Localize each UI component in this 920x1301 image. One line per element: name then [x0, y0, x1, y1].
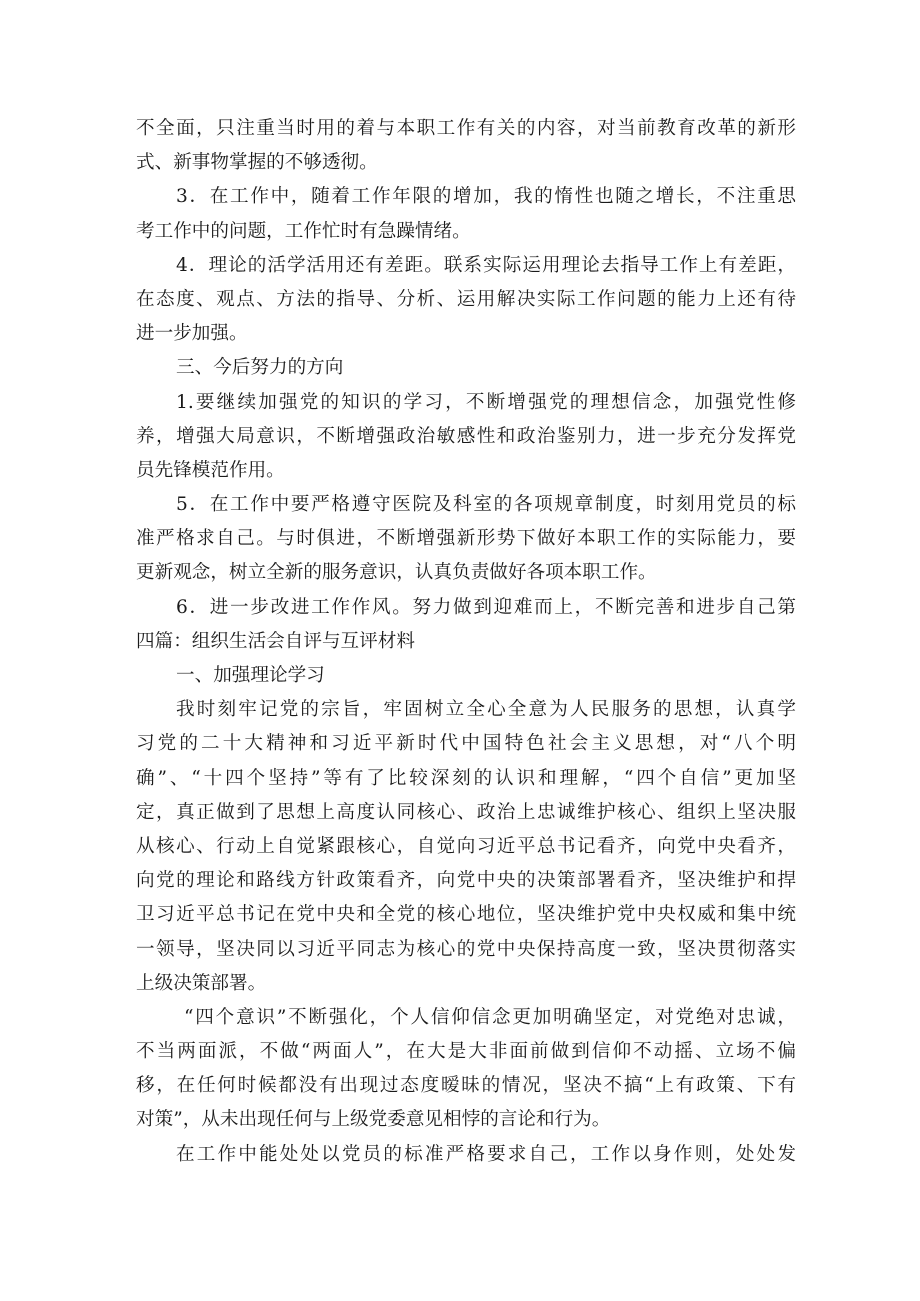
text-line: 我时刻牢记党的宗旨，牢固树立全心全意为人民服务的思想，认真学 — [176, 699, 796, 721]
text-line: 对策”，从未出现任何与上级党委意见相悖的言论和行为。 — [136, 1109, 611, 1131]
text-line: 员先锋模范作用。 — [136, 459, 285, 481]
text-line: 更新观念，树立全新的服务意识，认真负责做好各项本职工作。 — [136, 562, 657, 584]
text-line: 准严格求自己。与时俱进，不断增强新形势下做好本职工作的实际能力，要 — [136, 528, 796, 550]
text-line: 确”、“十四个坚持”等有了比较深刻的认识和理解，“四个自信”更加坚 — [136, 767, 796, 789]
text-line: 四篇：组织生活会自评与互评材料 — [136, 630, 415, 652]
document-body — [136, 112, 796, 1172]
text-line: 3．在工作中，随着工作年限的增加，我的惰性也随之增长，不注重思 — [176, 186, 796, 208]
text-line: 从核心、行动上自觉紧跟核心，自觉向习近平总书记看齐，向党中央看齐， — [136, 835, 796, 857]
text-line: 上级决策部署。 — [136, 972, 267, 994]
text-line: 一领导，坚决同以习近平同志为核心的党中央保持高度一致，坚决贯彻落实 — [136, 938, 796, 960]
text-line: 式、新事物掌握的不够透彻。 — [136, 152, 378, 174]
text-line: 不当两面派，不做“两面人”，在大是大非面前做到信仰不动摇、立场不偏 — [136, 1041, 796, 1063]
text-line: 不全面，只注重当时用的着与本职工作有关的内容，对当前教育改革的新形 — [136, 118, 796, 139]
text-line: 5．在工作中要严格遵守医院及科室的各项规章制度，时刻用党员的标 — [176, 494, 796, 516]
text-line: 1.要继续加强党的知识的学习，不断增强党的理想信念，加强党性修 — [176, 391, 796, 413]
text-line: 在工作中能处处以党员的标准严格要求自己，工作以身作则，处处发 — [176, 1143, 796, 1165]
text-line: 习党的二十大精神和习近平新时代中国特色社会主义思想，对“八个明 — [136, 733, 796, 755]
text-line: 移，在任何时候都没有出现过态度暧昧的情况，坚决不搞“上有政策、下有 — [136, 1075, 796, 1097]
text-line: 进一步加强。 — [136, 323, 248, 345]
text-line: 定，真正做到了思想上高度认同核心、政治上忠诚维护核心、组织上坚决服 — [136, 801, 796, 823]
text-line: 向党的理论和路线方针政策看齐，向党中央的决策部署看齐，坚决维护和捍 — [136, 870, 796, 892]
text-line: 卫习近平总书记在党中央和全党的核心地位，坚决维护党中央权威和集中统 — [136, 904, 796, 926]
text-line: 6．进一步改进工作作风。努力做到迎难而上，不断完善和进步自己第 — [176, 596, 796, 618]
text-line: 一、加强理论学习 — [176, 665, 325, 686]
text-line: 4．理论的活学活用还有差距。联系实际运用理论去指导工作上有差距， — [176, 254, 796, 276]
text-line: 考工作中的问题，工作忙时有急躁情绪。 — [136, 220, 471, 242]
text-line: 三、今后努力的方向 — [176, 357, 344, 379]
text-line: “四个意识”不断强化，个人信仰信念更加明确坚定，对党绝对忠诚， — [184, 1006, 796, 1028]
text-line: 在态度、观点、方法的指导、分析、运用解决实际工作问题的能力上还有待 — [136, 288, 796, 310]
text-line: 养，增强大局意识，不断增强政治敏感性和政治鉴别力，进一步充分发挥党 — [136, 425, 796, 447]
